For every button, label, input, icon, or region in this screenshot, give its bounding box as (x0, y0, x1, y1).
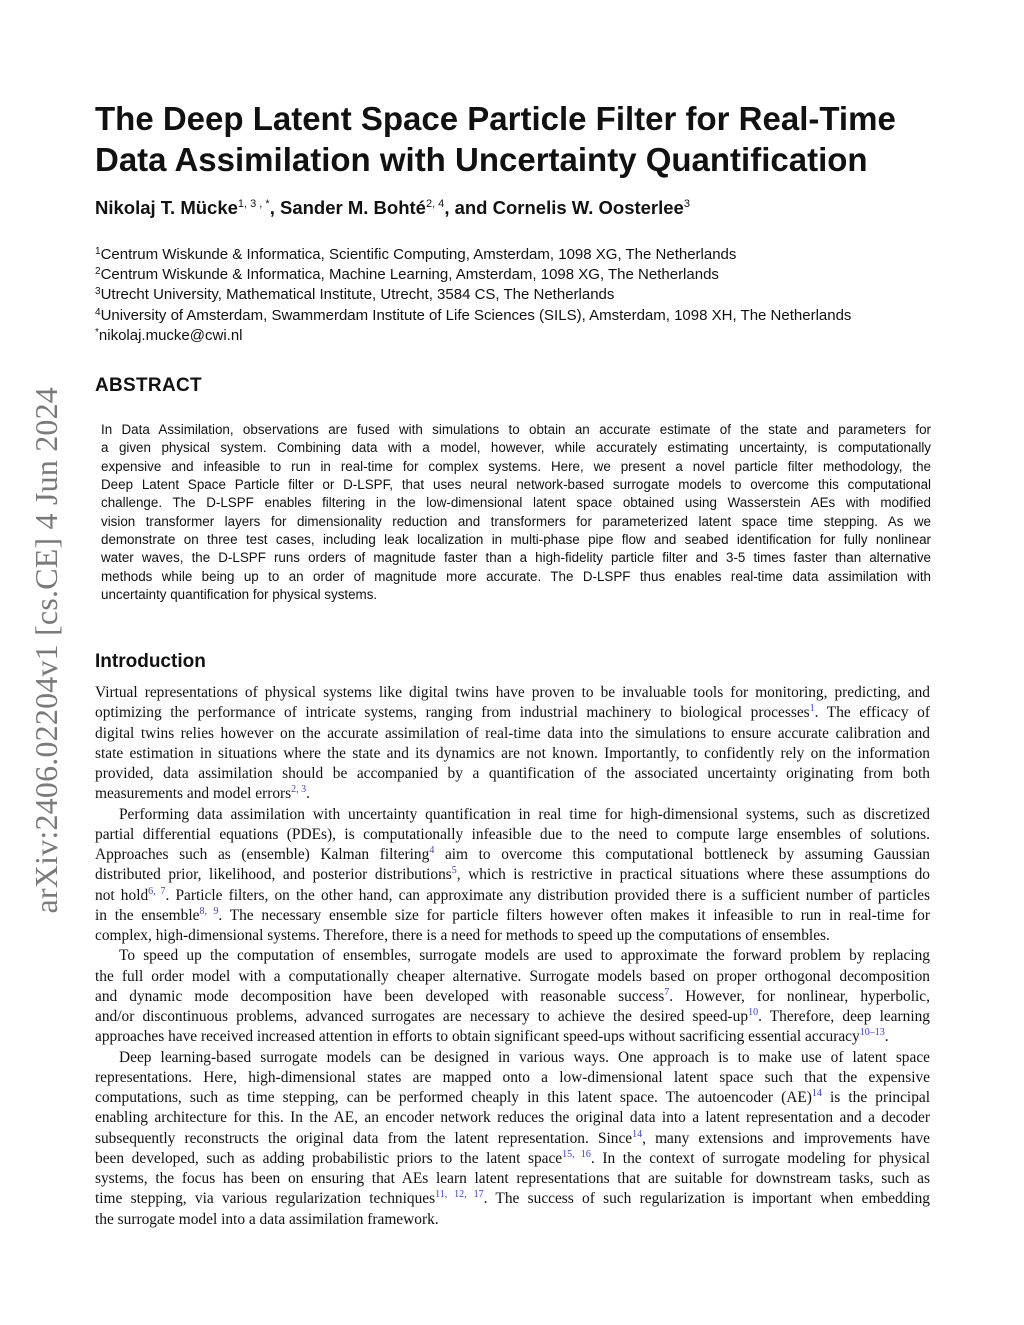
paragraph-text: time stepping, via various regularization techniques (95, 1190, 436, 1208)
paragraph-text: measurements and model errors (95, 785, 292, 803)
affiliation-text: Utrecht University, Mathematical Institute, Utrecht, 3584 CS, The Netherlands (100, 286, 615, 304)
paragraph-text: , which is restrictive in practical situations where these assumptions do (456, 866, 930, 884)
paper-title (95, 98, 955, 180)
paragraph-line (95, 906, 930, 926)
paragraph-line (95, 1149, 930, 1169)
paragraph-text: enabling architecture for this. In the AE, an encoder network reduces the original data into a latent representation and a decoder (95, 1109, 930, 1127)
paragraph-text: computations, such as time stepping, can be performed cheaply in this latent space. The autoencoder (AE) (95, 1089, 812, 1106)
paragraph-line (95, 1027, 930, 1047)
paragraph-line (95, 764, 930, 784)
arxiv-identifier[interactable]: arXiv:2406.02204v1 [cs.CE] 4 Jun 2024 (27, 387, 64, 914)
paragraph-text: and dynamic mode decomposition have been developed with reasonable success (95, 987, 665, 1005)
author-list (95, 197, 690, 219)
paragraph-text: aim to overcome this computational bottleneck by assuming Gaussian (434, 846, 930, 863)
paragraph-text: Virtual representations of physical systems like digital twins have proven to be invaluable tools for monitoring, predicting, and (95, 684, 930, 701)
paragraph-line (95, 1129, 930, 1149)
citation-link[interactable]: 11, 12, 17 (435, 1189, 484, 1201)
paragraph-text: and/or discontinuous problems, advanced surrogates are necessary to achieve the desired speed-up (95, 1008, 749, 1025)
paragraph-line (95, 1169, 930, 1189)
paragraph-line (95, 683, 930, 703)
paragraph-text: been developed, such as adding probabilistic priors to the latent space (95, 1149, 563, 1167)
paragraph-text: . In the context of surrogate modeling for physical (590, 1149, 930, 1167)
abstract-line: expensive and infeasible to run in real-time for complex systems. Here, we present a novel particle filter methodology, the (101, 458, 931, 474)
paragraph-line (95, 703, 930, 723)
paragraph-text: . The necessary ensemble size for particle filters however often makes it infeasible to run in real-time for (218, 906, 930, 924)
paragraph-text: . However, for nonlinear, hyperbolic, (669, 987, 930, 1005)
abstract-line: vision transformer layers for dimensionality reduction and transformers for parameterized latent space time stepping. As we (101, 513, 931, 529)
affiliation (95, 265, 955, 285)
paragraph-line (95, 1108, 930, 1128)
citation-link[interactable]: 2, 3 (291, 784, 307, 796)
paragraph-line (95, 1189, 930, 1209)
affiliation-text: Centrum Wiskunde & Informatica, Machine Learning, Amsterdam, 1098 XG, The Netherlands (100, 266, 719, 284)
paragraph-line (95, 784, 930, 804)
affiliation-text: University of Amsterdam, Swammerdam Institute of Life Sciences (SILS), Amsterdam, 1098 XH, The Netherlands (100, 306, 852, 324)
author-name: Nikolaj T. Mücke (95, 197, 238, 218)
affiliation (95, 245, 955, 265)
author-name: , Sander M. Bohté (269, 197, 426, 218)
paragraph-line (95, 987, 930, 1007)
paragraph-text: representations. Here, high-dimensional states are mapped onto a low-dimensional latent space such that the expensive (95, 1068, 930, 1086)
paragraph-text: approaches have received increased attention in efforts to obtain significant speed-ups without sacrificing essential accuracy (95, 1028, 860, 1046)
abstract-line: a given physical system. Combining data with a model, however, while accurately estimating uncertainty, is computationally (101, 440, 931, 456)
abstract-line: demonstrate on three test cases, including leak localization in multi-phase pipe flow and seabed identification for fully nonlinear (101, 532, 931, 548)
citation-link[interactable]: 7 (664, 986, 670, 998)
citation-link[interactable]: 5 (451, 865, 457, 877)
introduction-body (95, 683, 930, 1230)
email-text[interactable]: nikolaj.mucke@cwi.nl (98, 326, 243, 344)
abstract-line: uncertainty quantification for physical systems. (101, 587, 378, 603)
paragraph-text: Performing data assimilation with uncertainty quantification in real time for high-dimensional systems, such as discretized (119, 805, 930, 823)
citation-link[interactable]: 14 (632, 1128, 643, 1140)
paragraph-text: . The success of such regularization is important when embedding (483, 1190, 931, 1208)
paragraph-text: Deep learning-based surrogate models can be designed in various ways. One approach is to make use of latent space (119, 1048, 930, 1066)
abstract-line: methods while being up to an order of magnitude more accurate. The D-LSPF thus enables real-time data assimilation with (101, 568, 931, 584)
paragraph-text: optimizing the performance of intricate systems, ranging from industrial machinery to biological processes (95, 704, 810, 722)
paragraph-text: . (306, 785, 311, 803)
abstract-line: In Data Assimilation, observations are fused with simulations to obtain an accurate estimate of the state and parameters for (101, 422, 931, 437)
abstract-line: challenge. The D-LSPF enables filtering in the low-dimensional latent space obtained using Wasserstein AEs with modified (101, 495, 931, 511)
author-affiliation-marker: 1, 3 , * (237, 198, 270, 210)
arxiv-sidebar (22, 368, 70, 933)
citation-link[interactable]: 6, 7 (148, 885, 166, 897)
author-affiliation-marker: 2, 4 (425, 198, 445, 210)
paragraph-text: partial differential equations (PDEs), is computationally infeasible due to the need to compute large ensembles of solutions. (95, 825, 930, 843)
affiliation-marker: 1 (95, 246, 101, 257)
citation-link[interactable]: 15, 16 (562, 1148, 591, 1160)
affiliation-marker: 3 (95, 286, 101, 298)
paragraph-line (95, 1088, 930, 1108)
paragraph-text: is the principal (821, 1089, 931, 1106)
paragraph-text: distributed prior, likelihood, and posterior distributions (95, 866, 452, 884)
paragraph-text: . (884, 1028, 889, 1046)
paragraph-text: digital twins relies however on the accurate assimilation of real-time data into the simulations to ensure accurate calibration and (95, 724, 930, 742)
abstract-heading: ABSTRACT (95, 375, 202, 396)
affiliation-marker: 2 (95, 266, 101, 278)
title-line-1: The Deep Latent Space Particle Filter for Real-Time (95, 100, 896, 137)
citation-link[interactable]: 8, 9 (199, 905, 219, 917)
paragraph-line (95, 1048, 930, 1068)
paragraph-text: To speed up the computation of ensembles, surrogate models are used to approximate the forward problem by replacing (119, 947, 930, 965)
paragraph-line (95, 926, 930, 946)
paragraph-line (95, 865, 930, 885)
paragraph-line (95, 1210, 930, 1230)
paragraph-text: in the ensemble (95, 906, 200, 924)
paragraph-text: systems, the focus has been on ensuring that AEs learn latent representations that are suitable for downstream tasks, such as (95, 1170, 930, 1187)
affiliation-marker: * (95, 326, 99, 338)
citation-link[interactable]: 10 (748, 1007, 759, 1018)
paragraph-line (95, 967, 930, 987)
paragraph-text: . The efficacy of (814, 704, 930, 722)
paragraph-text: state estimation in situations where the state and its dynamics are not known. Importantly, to confidently rely on the information (95, 744, 930, 762)
paragraph-line (95, 845, 930, 865)
author-name: , and Cornelis W. Oosterlee (444, 197, 684, 218)
abstract-line: Deep Latent Space Particle filter or D-LSPF, that uses neural network-based surrogate models to overcome this computational (101, 477, 931, 493)
citation-link[interactable]: 1 (809, 703, 815, 715)
citation-link[interactable]: 14 (811, 1088, 822, 1099)
title-line-2: Data Assimilation with Uncertainty Quantification (95, 141, 868, 178)
paragraph-text: provided, data assimilation should be accompanied by a quantification of the associated uncertainty originating from both (95, 765, 930, 782)
paragraph-line (95, 1007, 930, 1027)
paragraph-line (95, 825, 930, 845)
affiliation-list (95, 245, 955, 346)
paragraph-text: , many extensions and improvements have (642, 1129, 931, 1147)
affiliation (95, 285, 955, 305)
affiliation-marker: 4 (95, 306, 101, 318)
paragraph-text: the full order model with a computationally cheaper alternative. Surrogate models based on proper orthogonal decomposition (95, 967, 930, 985)
paragraph-line (95, 805, 930, 825)
paragraph-line (95, 886, 930, 906)
abstract-body (101, 421, 931, 604)
introduction-heading: Introduction (95, 651, 206, 672)
corresponding-email (95, 326, 955, 346)
paragraph-line (95, 1068, 930, 1088)
paragraph-text: the surrogate model into a data assimilation framework. (95, 1210, 439, 1228)
paragraph-line (95, 744, 930, 764)
paragraph-text: complex, high-dimensional systems. Therefore, there is a need for methods to speed up the computations of ensembles. (95, 927, 830, 944)
paragraph-text: . Particle filters, on the other hand, can approximate any distribution provided there is a sufficient number of particles (165, 886, 930, 904)
paragraph-line (95, 946, 930, 966)
paragraph-text: Approaches such as (ensemble) Kalman filtering (95, 846, 430, 863)
citation-link[interactable]: 4 (429, 845, 435, 856)
paragraph-text: subsequently reconstructs the original data from the latent representation. Since (95, 1129, 633, 1147)
author-affiliation-marker: 3 (683, 198, 690, 210)
affiliation (95, 306, 955, 326)
paragraph-text: not hold (95, 886, 149, 904)
paragraph-line (95, 724, 930, 744)
citation-link[interactable]: 10–13 (859, 1027, 885, 1039)
paragraph-text: . Therefore, deep learning (758, 1008, 930, 1025)
abstract-line: water waves, the D-LSPF runs orders of magnitude faster than a high-fidelity particle filter and 3-5 times faster than alternative (101, 550, 931, 566)
affiliation-text: Centrum Wiskunde & Informatica, Scientific Computing, Amsterdam, 1098 XG, The Netherlands (100, 246, 737, 263)
